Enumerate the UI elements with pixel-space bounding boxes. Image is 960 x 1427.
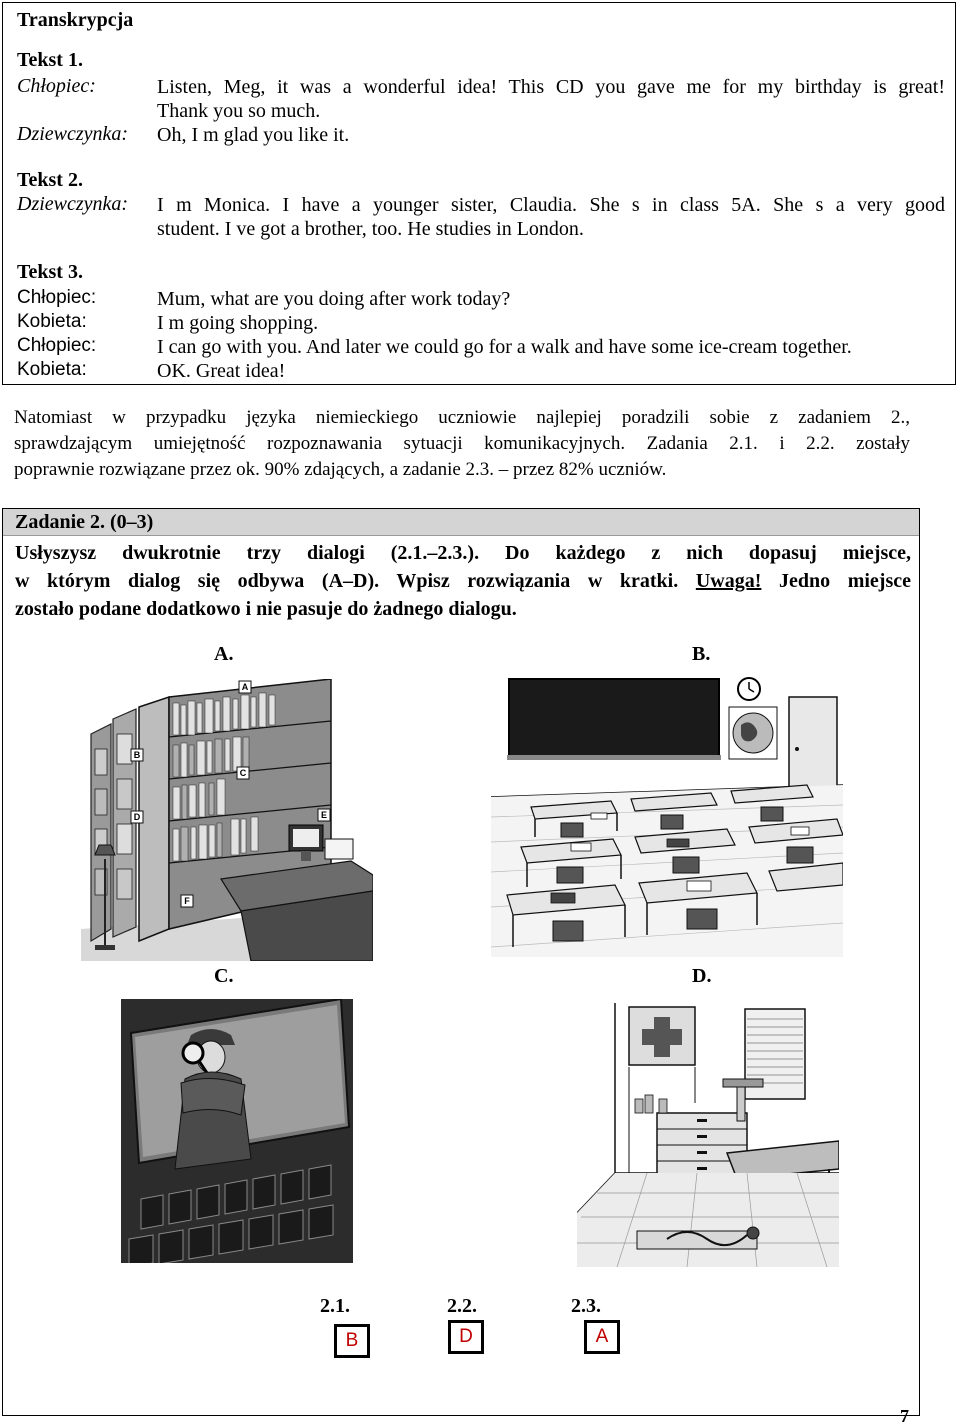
- doctor-office-picture: [577, 1003, 839, 1267]
- page-number: 7: [900, 1406, 909, 1426]
- answer-label-2-3: 2.3.: [571, 1295, 601, 1317]
- classroom-illustration: [491, 667, 843, 957]
- answer-label-2-2: 2.2.: [447, 1295, 477, 1317]
- dialogue-line: I m Monica. I have a younger sister, Claudia. She s in class 5A. She s a very good: [157, 194, 945, 216]
- classroom-picture: [491, 667, 843, 957]
- dialogue-line: student. I ve got a brother, too. He studies in London.: [157, 218, 584, 240]
- speaker: Dziewczynka:: [17, 123, 129, 145]
- library-letter: E: [320, 810, 328, 820]
- dialogue-line: Mum, what are you doing after work today?: [157, 288, 511, 310]
- paragraph-line: sprawdzającym umiejętność rozpoznawania sytuacji komunikacyjnych. Zadania 2.1. i 2.2. zostały: [14, 433, 910, 454]
- transcript-box: [2, 2, 956, 385]
- instruction-text: Jedno miejsce: [761, 570, 911, 592]
- task-box: [2, 508, 920, 1416]
- transcript-title: Transkrypcja: [17, 9, 134, 31]
- text-1-heading: Tekst 1.: [17, 49, 83, 71]
- speaker: Kobieta:: [17, 311, 87, 332]
- speaker: Dziewczynka:: [17, 193, 129, 215]
- answer-box-2-2[interactable]: D: [448, 1320, 484, 1354]
- library-letter: B: [133, 750, 141, 760]
- speaker: Chłopiec:: [17, 335, 97, 356]
- cinema-picture: [121, 999, 353, 1263]
- picture-label-a: A.: [214, 643, 234, 665]
- instruction-text: w którym dialog się odbywa (A–D). Wpisz rozwiązania w kratki.: [15, 570, 696, 592]
- instruction-line: zostało podane dodatkowo i nie pasuje do żadnego dialogu.: [15, 598, 517, 620]
- paragraph-line: poprawnie rozwiązane przez ok. 90% zdających, a zadanie 2.3. – przez 82% uczniów.: [14, 459, 667, 480]
- instruction-line: [15, 567, 911, 595]
- answer-box-2-1[interactable]: B: [334, 1324, 370, 1358]
- dialogue-line: I m going shopping.: [157, 312, 319, 334]
- library-illustration: [81, 679, 373, 961]
- dialogue-line: Listen, Meg, it was a wonderful idea! This CD you gave me for my birthday is great!: [157, 76, 945, 98]
- instruction-line: Usłyszysz dwukrotnie trzy dialogi (2.1.–2.3.). Do każdego z nich dopasuj miejsce,: [15, 542, 911, 564]
- picture-label-b: B.: [692, 643, 711, 665]
- picture-label-d: D.: [692, 965, 712, 987]
- warning-word: Uwaga!: [695, 570, 762, 592]
- task-heading: Zadanie 2. (0–3): [3, 509, 919, 536]
- doctor-office-illustration: [577, 1003, 839, 1267]
- picture-label-c: C.: [214, 965, 234, 987]
- paragraph-line: Natomiast w przypadku języka niemieckiego uczniowie najlepiej poradzili sobie z zadaniem 2.,: [14, 407, 910, 428]
- library-letter: D: [133, 812, 141, 822]
- text-3-heading: Tekst 3.: [17, 261, 83, 283]
- dialogue-line: I can go with you. And later we could go for a walk and have some ice-cream together.: [157, 336, 852, 358]
- library-picture: [81, 679, 373, 961]
- dialogue-line: OK. Great idea!: [157, 360, 286, 382]
- results-paragraph: [14, 405, 910, 483]
- cinema-illustration: [121, 999, 353, 1263]
- answer-box-2-3[interactable]: A: [584, 1320, 620, 1354]
- library-letter: C: [239, 768, 247, 778]
- answer-label-2-1: 2.1.: [320, 1295, 350, 1317]
- library-letter: A: [241, 682, 249, 692]
- speaker: Kobieta:: [17, 359, 87, 380]
- speaker: Chłopiec:: [17, 287, 97, 308]
- speaker: Chłopiec:: [17, 75, 96, 97]
- dialogue-line: Thank you so much.: [157, 100, 321, 122]
- task-instruction: [15, 539, 911, 623]
- dialogue-line: Oh, I m glad you like it.: [157, 124, 350, 146]
- library-letter: F: [184, 896, 190, 906]
- text-2-heading: Tekst 2.: [17, 169, 83, 191]
